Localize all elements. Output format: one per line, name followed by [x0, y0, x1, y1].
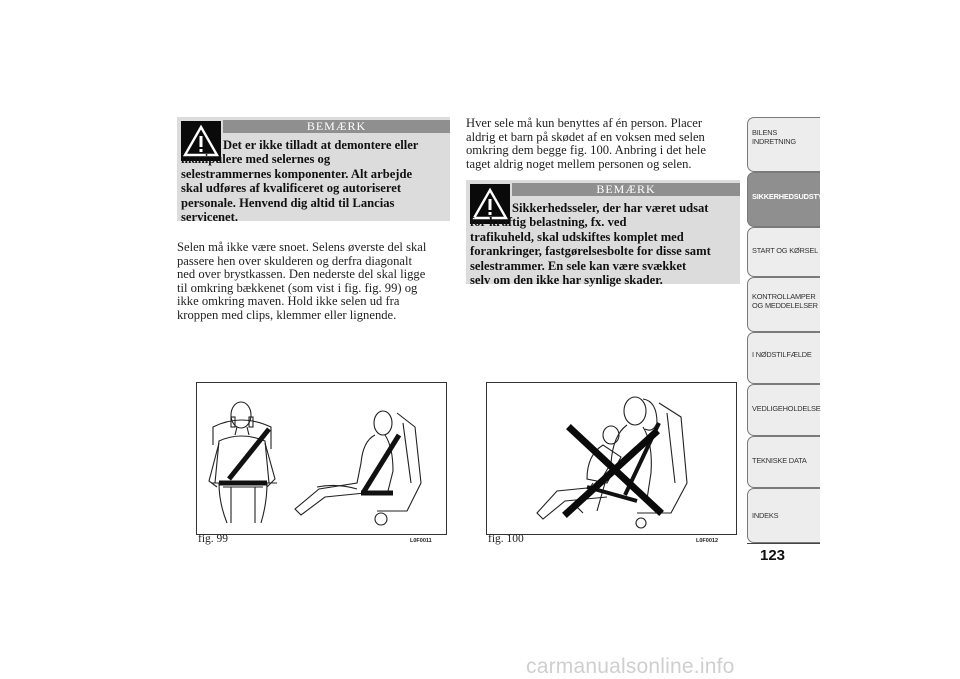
tab-tekniske-data[interactable] — [747, 436, 820, 488]
tab-indeks[interactable] — [747, 488, 820, 543]
figure-child-on-lap-prohibited — [486, 382, 737, 535]
watermark: carmanualsonline.info — [526, 655, 735, 678]
tab-label: INDEKS — [752, 511, 779, 520]
warning-text: Sikkerhedsseler, der har været udsat for kraftig belastning, fx. ved trafikuheld, skal udskiftes komplet med forankringer, fastgørelsesbolte for disse samt selestrammer. En sele kan være svækket selv om den ikke har synlige skader. — [470, 201, 711, 288]
tab-kontrollamper[interactable] — [747, 277, 820, 332]
tab-label: KONTROLLAMPER OG MEDDELELSER — [752, 292, 818, 310]
seatbelt-illustration — [197, 383, 446, 534]
tab-sikkerhedsudstyr[interactable] — [747, 172, 828, 227]
child-on-lap-illustration — [487, 383, 736, 534]
page-number: 123 — [760, 547, 786, 564]
body-text-left: Selen må ikke være snoet. Selens øverste del skal passere hen over skulderen og derfra diagonalt ned over brystkassen. Den nederste del skal ligge til omkring bækkenet (som vist i fig. fig. 99) og ikke omkring maven. Hold ikke selen ud fra kroppen med clips, klemmer eller lignende. — [177, 240, 427, 322]
warning-text: Det er ikke tilladt at demontere eller manipulere med selernes og selestrammernes komponenter. Alt arbejde skal udføres af kvalificeret og autoriseret personale. Henvend dig altid til Lancias servicenet. — [181, 138, 419, 225]
figure-caption: fig. 100 — [488, 533, 524, 545]
tab-vedligeholdelse[interactable] — [747, 384, 820, 436]
warning-header: BEMÆRK — [512, 183, 740, 196]
figure-code: L0F0012 — [696, 538, 719, 544]
warning-box-right — [466, 180, 740, 288]
tab-start-og-korsel[interactable] — [747, 227, 820, 277]
tab-divider — [747, 543, 820, 544]
tab-label: VEDLIGEHOLDELSE — [752, 404, 821, 413]
warning-header: BEMÆRK — [223, 120, 450, 133]
tab-label: TEKNISKE DATA — [752, 456, 807, 465]
tab-label: SIKKERHEDSUDSTYR — [752, 192, 828, 201]
tab-label: I NØDSTILFÆLDE — [752, 350, 812, 359]
figure-code: L0F0011 — [410, 538, 432, 544]
warning-box-left — [177, 117, 450, 225]
tab-bilens-indretning[interactable] — [747, 117, 820, 172]
figure-caption: fig. 99 — [198, 533, 229, 545]
figure-seatbelt-correct — [196, 382, 447, 535]
tab-label: START OG KØRSEL — [752, 246, 818, 255]
body-text-right: Hver sele må kun benyttes af én person. Placer aldrig et barn på skødet af en voksen med selen omkring dem begge fig. 100. Anbring i det hele taget aldrig noget mellem personen og selen. — [466, 116, 706, 171]
tab-i-nodstilfaelde[interactable] — [747, 332, 820, 384]
tab-label: BILENS INDRETNING — [752, 128, 796, 146]
